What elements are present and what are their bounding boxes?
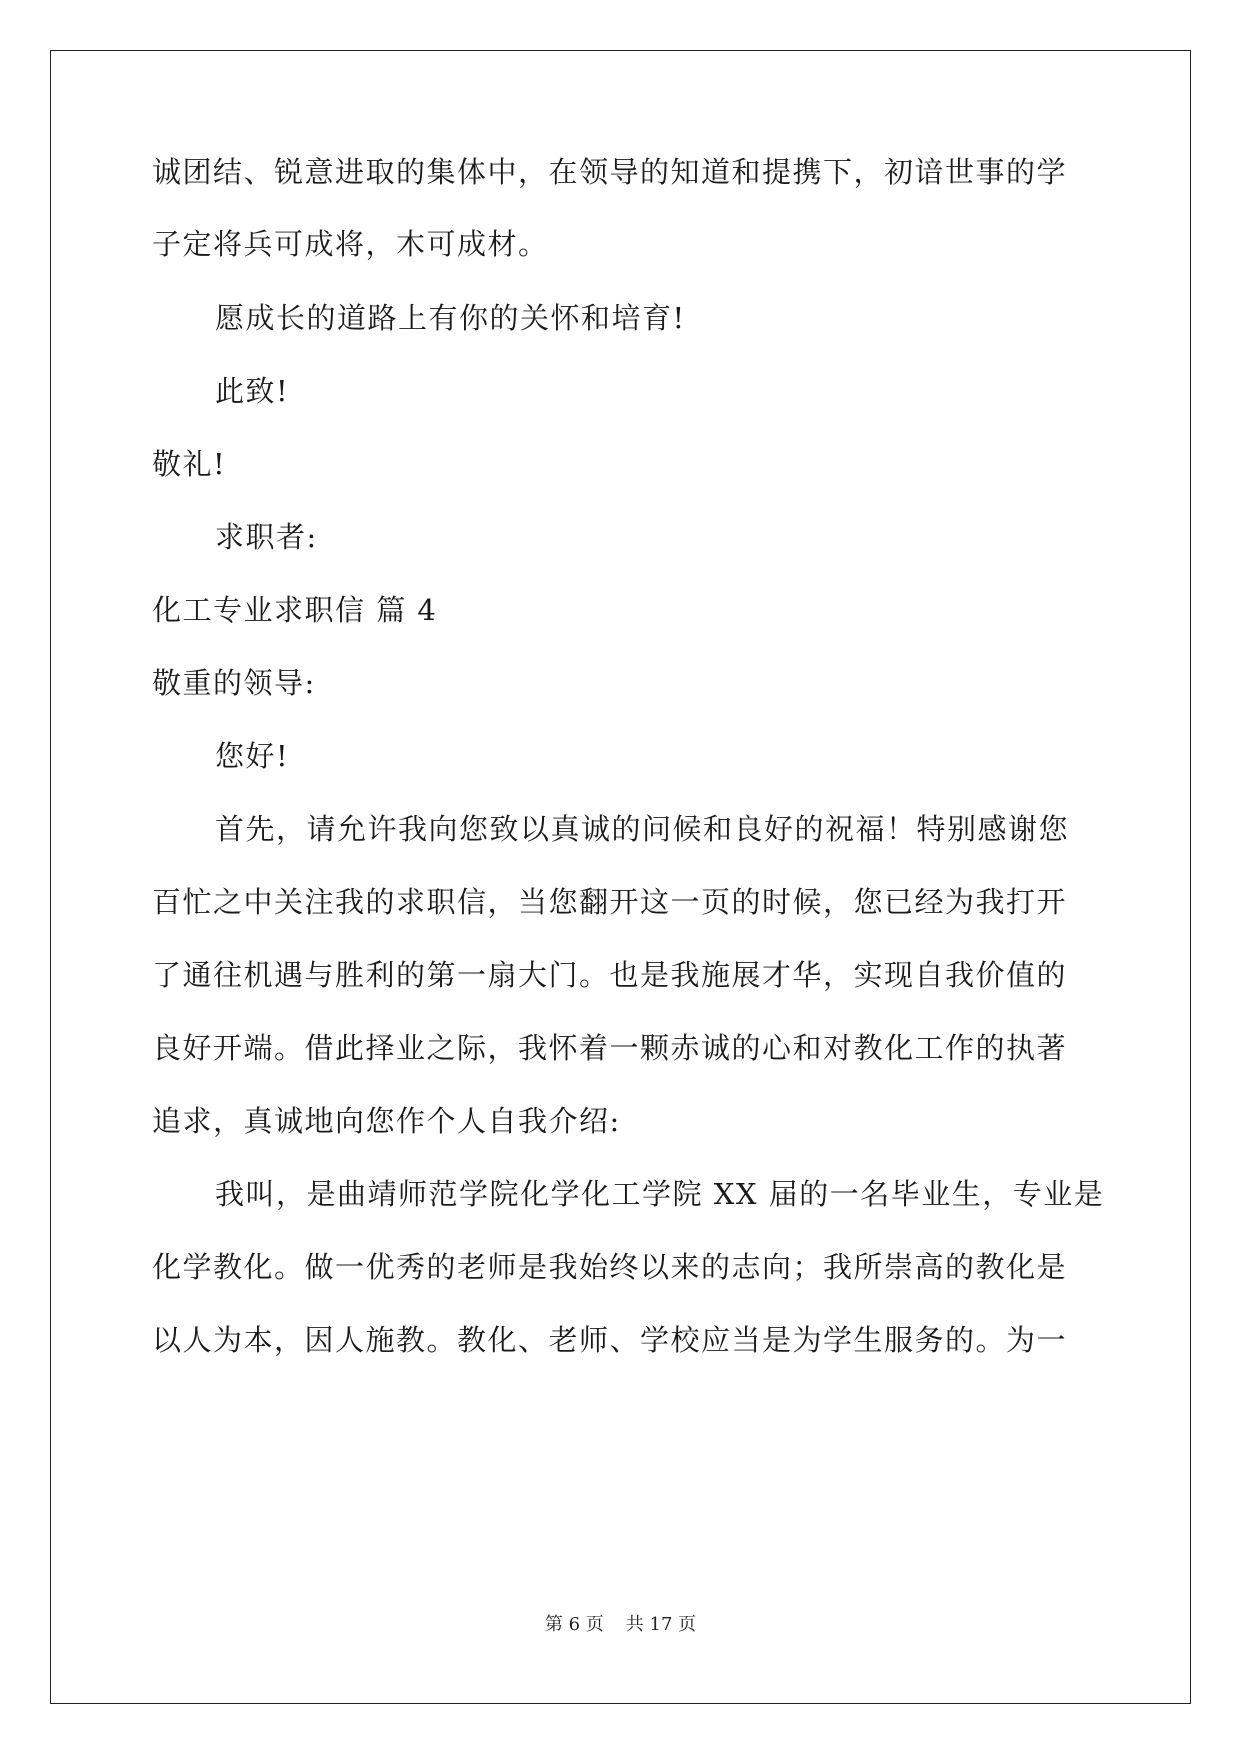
body-line: 首先，请允许我向您致以真诚的问候和良好的祝福！特别感谢您 — [215, 812, 1070, 846]
body-line: 良好开端。借此择业之际，我怀着一颗赤诚的心和对教化工作的执著 — [152, 1031, 1068, 1065]
page-number: 第 6 页 — [544, 1614, 604, 1635]
body-line: 子定将兵可成将，木可成材。 — [152, 227, 549, 261]
body-line: 以人为本，因人施教。教化、老师、学校应当是为学生服务的。为一 — [152, 1323, 1068, 1357]
greeting: 您好! — [215, 739, 290, 773]
closing-line: 此致! — [215, 374, 290, 408]
body-line: 我叫，是曲靖师范学院化学化工学院 XX 届的一名毕业生，专业是 — [215, 1177, 1105, 1211]
signature-line: 求职者: — [215, 520, 318, 554]
page-footer — [0, 1613, 1241, 1637]
body-line: 百忙之中关注我的求职信，当您翻开这一页的时候，您已经为我打开 — [152, 885, 1068, 919]
page-total: 共 17 页 — [625, 1614, 697, 1635]
section-heading: 化工专业求职信 篇 4 — [152, 593, 438, 627]
body-line: 诚团结、锐意进取的集体中，在领导的知道和提携下，初谙世事的学 — [152, 155, 1068, 189]
body-line: 了通往机遇与胜利的第一扇大门。也是我施展才华，实现自我价值的 — [152, 958, 1068, 992]
salutation: 敬重的领导: — [152, 666, 316, 700]
closing-line: 敬礼! — [152, 447, 227, 481]
body-line: 化学教化。做一优秀的老师是我始终以来的志向；我所崇高的教化是 — [152, 1250, 1068, 1284]
body-line: 愿成长的道路上有你的关怀和培育! — [215, 301, 686, 335]
body-line: 追求，真诚地向您作个人自我介绍: — [152, 1104, 621, 1138]
